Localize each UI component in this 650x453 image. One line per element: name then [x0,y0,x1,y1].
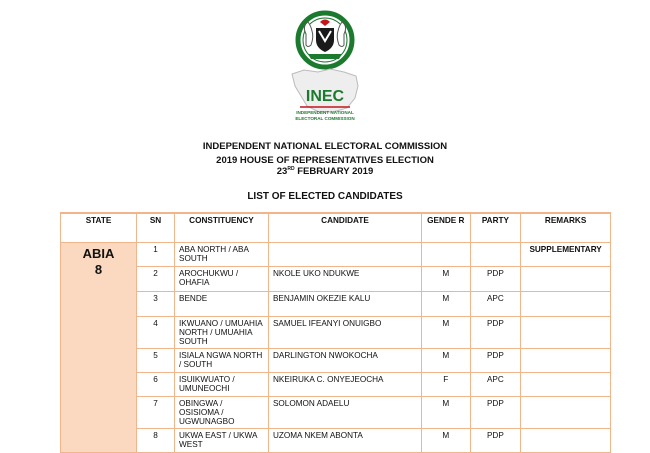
table-row [61,349,611,373]
cell-remarks [521,397,611,429]
cell-candidate: DARLINGTON NWOKOCHA [268,349,421,373]
cell-party: PDP [470,267,521,292]
svg-text:INDEPENDENT NATIONAL: INDEPENDENT NATIONAL [296,110,354,115]
cell-sn: 2 [137,267,175,292]
commission-title: INDEPENDENT NATIONAL ELECTORAL COMMISSION [202,141,448,152]
cell-gender: M [422,267,471,292]
cell-remarks [521,317,611,349]
cell-candidate: BENJAMIN OKEZIE KALU [268,292,421,317]
cell-candidate: SAMUEL IFEANYI ONUIGBO [268,317,421,349]
cell-constituency: IKWUANO / UMUAHIA NORTH / UMUAHIA SOUTH [175,317,269,349]
state-cell [61,243,137,453]
inec-logo [270,8,380,136]
cell-gender: F [422,373,471,397]
cell-constituency: AROCHUKWU / OHAFIA [175,267,269,292]
cell-gender: M [422,397,471,429]
cell-sn: 1 [137,243,175,267]
cell-constituency: OBINGWA / OSISIOMA / UGWUNAGBO [175,397,269,429]
cell-remarks [521,349,611,373]
col-header-remarks: REMARKS [521,213,611,243]
cell-constituency: ISIALA NGWA NORTH / SOUTH [175,349,269,373]
cell-remarks: SUPPLEMENTARY [521,243,611,267]
elected-candidates-table [60,212,611,453]
col-header-candidate: CANDIDATE [268,213,421,243]
table-row [61,373,611,397]
cell-party: PDP [470,429,521,453]
col-header-gender: GENDE R [422,213,471,243]
cell-candidate [268,243,421,267]
cell-remarks [521,267,611,292]
col-header-constituency: CONSTITUENCY [175,213,269,243]
election-date [0,166,650,177]
state-count: 8 [94,262,103,277]
cell-sn: 7 [137,397,175,429]
cell-constituency: ABA NORTH / ABA SOUTH [175,243,269,267]
cell-candidate: UZOMA NKEM ABONTA [268,429,421,453]
cell-sn: 5 [137,349,175,373]
svg-text:ELECTORAL COMMISSION: ELECTORAL COMMISSION [295,116,355,121]
cell-gender: M [422,349,471,373]
cell-candidate: SOLOMON ADAELU [268,397,421,429]
table-row [61,243,611,267]
cell-sn: 8 [137,429,175,453]
cell-remarks [521,373,611,397]
cell-candidate: NKOLE UKO NDUKWE [268,267,421,292]
inec-emblem-icon [270,8,380,136]
col-header-sn: SN [137,213,175,243]
cell-sn: 6 [137,373,175,397]
cell-party: APC [470,292,521,317]
cell-sn: 4 [137,317,175,349]
cell-gender: M [422,292,471,317]
table-row [61,267,611,292]
cell-gender: M [422,317,471,349]
svg-text:INEC: INEC [305,88,345,105]
table-row [61,397,611,429]
table-row [61,292,611,317]
cell-constituency: UKWA EAST / UKWA WEST [175,429,269,453]
state-name: ABIA [82,246,115,261]
table-header-row [61,213,611,243]
date-day: 23 [276,166,288,177]
table-row [61,317,611,349]
cell-candidate: NKEIRUKA C. ONYEJEOCHA [268,373,421,397]
cell-gender: M [422,429,471,453]
cell-sn: 3 [137,292,175,317]
table-row [61,429,611,453]
cell-party: PDP [470,397,521,429]
date-rest: FEBRUARY 2019 [294,166,374,177]
cell-constituency: BENDE [175,292,269,317]
cell-party [470,243,521,267]
cell-gender [422,243,471,267]
cell-remarks [521,292,611,317]
cell-constituency: ISUIKWUATO / UMUNEOCHI [175,373,269,397]
date-suffix: RD [287,165,295,172]
col-header-party: PARTY [470,213,521,243]
cell-party: APC [470,373,521,397]
list-title: LIST OF ELECTED CANDIDATES [247,191,403,202]
election-title: 2019 HOUSE OF REPRESENTATIVES ELECTION [216,155,434,166]
table-top-border [60,212,611,214]
cell-remarks [521,429,611,453]
col-header-state: STATE [61,213,137,243]
cell-party: PDP [470,317,521,349]
cell-party: PDP [470,349,521,373]
